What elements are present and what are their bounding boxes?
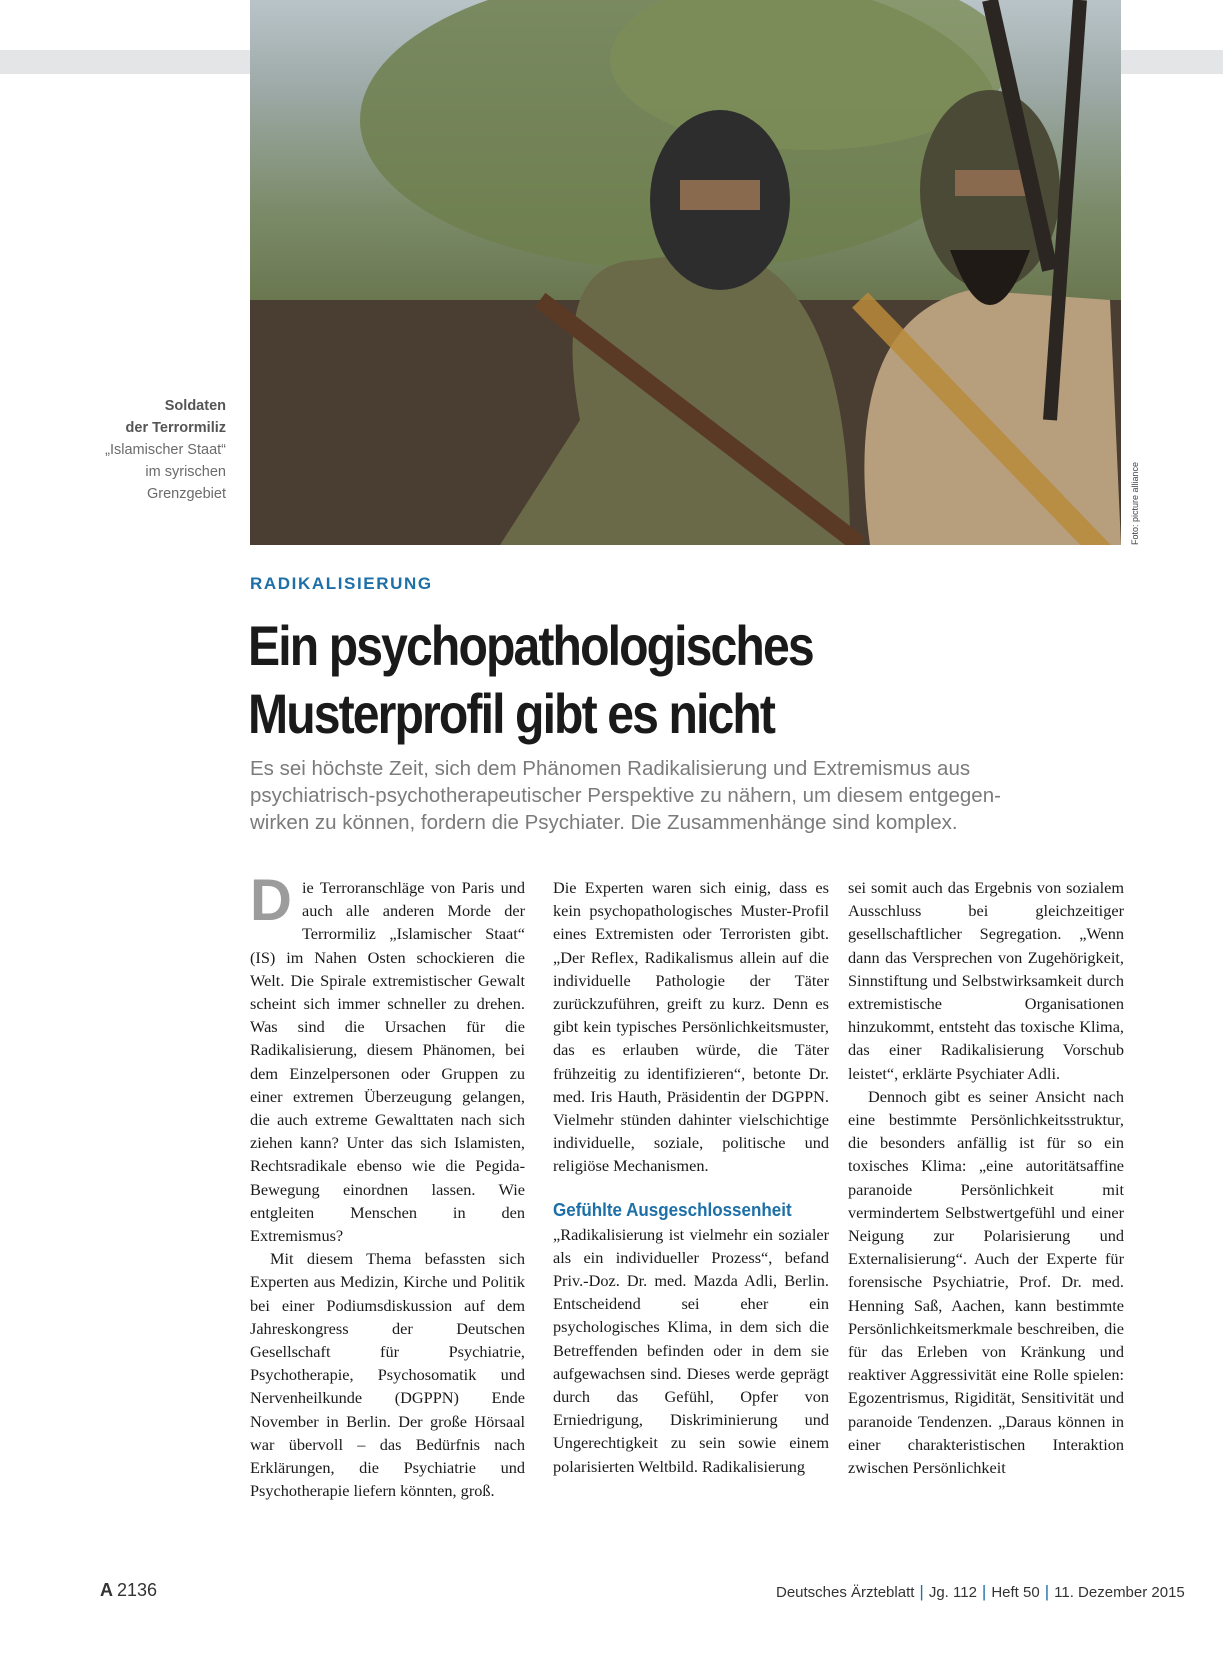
caption-line: „Islamischer Staat“	[105, 442, 226, 458]
lead-line: Es sei höchste Zeit, sich dem Phänomen Radikalisierung und Extremismus aus	[250, 757, 971, 780]
separator: |	[919, 1582, 924, 1601]
photo-caption	[60, 395, 226, 505]
article-lead	[250, 755, 1130, 836]
body-column-2	[553, 876, 829, 1478]
paragraph: „Radikalisierung ist vielmehr ein sozialer als ein individueller Prozess“, befand Priv.-Doz. Dr. med. Mazda Adli, Berlin. Entscheidend sei eher ein psychologisches Klima, in dem sich die Betreffenden befinden oder in dem sie aufgewachsen sind. Dieses werde geprägt durch das Gefühl, Opfer von Erniedrigung, Diskriminierung und Ungerechtigkeit zu sein sowie einem polarisierten Weltbild. Radikalisierung	[553, 1224, 829, 1476]
section-subhead: Gefühlte Ausgeschlossenheit	[553, 1198, 792, 1220]
article-photo	[250, 0, 1121, 545]
publication-name: Deutsches Ärzteblatt	[776, 1584, 915, 1601]
issue: Heft 50	[991, 1584, 1040, 1601]
volume: Jg. 112	[928, 1584, 977, 1601]
paragraph-text: ie Terroranschläge von Paris und auch alle anderen Morde der Terrormiliz „Islamischer Staat“ (IS) im Nahen Osten schockieren die Welt. Die Spirale extremistischer Gewalt scheint sich immer schneller zu drehen. Was sind die Ursachen für die Radikalisierung, diesem Phänomen, bei dem Einzelpersonen oder Gruppen zu einer extremen Überzeugung gelangen, die auch extreme Gewalttaten nach sich ziehen kann? Unter das sich Islamisten, Rechtsradikale ebenso wie die Pegida-Bewegung einordnen lassen. Wie entgleiten Menschen in den Extremismus?	[250, 878, 525, 1246]
caption-line: im syrischen	[145, 464, 226, 480]
photo-credit: Foto: picture alliance	[1130, 461, 1140, 545]
separator: |	[981, 1582, 987, 1601]
caption-line: Grenzgebiet	[147, 486, 226, 502]
paragraph: Die Experten waren sich einig, dass es kein psychopathologisches Muster-Profil eines Extremisten oder Terroristen gibt. „Der Reflex, Radikalismus allein auf die individuelle Pathologie der Täter zurückzuführen, greift zu kurz. Denn es gibt kein typisches Persönlichkeitsmuster, das es erlauben würde, die Täter frühzeitig zu identifizieren“, betonte Dr. med. Iris Hauth, Präsidentin der DGPPN. Vielmehr stünden dahinter vielschichtige individuelle, soziale, politische und religiöse Mechanismen.	[553, 878, 829, 1176]
headline-line: Ein psychopathologisches	[248, 614, 813, 677]
headline-line: Musterprofil gibt es nicht	[248, 682, 775, 745]
top-band-left	[0, 50, 250, 74]
caption-line: Soldaten	[164, 398, 226, 414]
drop-cap: D	[250, 879, 292, 923]
issue-date: 11. Dezember 2015	[1054, 1584, 1185, 1601]
article-headline	[248, 612, 1005, 748]
article-kicker: RADIKALISIERUNG	[250, 574, 433, 593]
lead-line: psychiatrisch-psychotherapeutischer Perspektive zu nähern, um diesem entgegen-	[250, 784, 1001, 807]
folio-prefix: A	[100, 1580, 113, 1600]
paragraph: sei somit auch das Ergebnis von sozialem Ausschluss bei gleichzeitiger gesellschaftlicher Segregation. „Wenn dann das Versprechen von Zugehörigkeit, Sinnstiftung und Selbstwirksamkeit durch extremistische Organisationen hinzukommt, entsteht das toxische Klima, das einer Radikalisierung Vorschub leistet“, erklärte Psychiater Adli.	[848, 878, 1124, 1083]
folio-number: 2136	[117, 1580, 158, 1600]
paragraph	[250, 876, 525, 1247]
caption-line: der Terrormiliz	[125, 420, 226, 436]
publication-info	[776, 1582, 1185, 1602]
paragraph: Mit diesem Thema befassten sich Experten aus Medizin, Kirche und Politik bei einer Podiumsdiskussion auf dem Jahreskongress der Deutschen Gesellschaft für Psychiatrie, Psychotherapie, Psychosomatik und Nervenheilkunde (DGPPN) Ende November in Berlin. Der große Hörsaal war übervoll – das Bedürfnis nach Erklärungen, die Psychiatrie und Psychotherapie liefern könnten, groß.	[250, 1249, 525, 1501]
separator: |	[1044, 1582, 1050, 1601]
page-folio	[100, 1580, 157, 1601]
paragraph: Dennoch gibt es seiner Ansicht nach eine bestimmte Persönlichkeitsstruktur, die besonders anfällig ist für so ein toxisches Klima: „eine autoritätsaffine paranoide Persönlichkeit mit vermindertem Selbstwertgefühl und einer Neigung zur Polarisierung und Externalisierung“. Auch der Experte für forensische Psychiatrie, Prof. Dr. med. Henning Saß, Aachen, kann bestimmte Persönlichkeitsmerkmale beschreiben, die für das Erleben von Kränkung und reaktiver Aggressivität eine Rolle spielen: Egozentrismus, Rigidität, Sensitivität und paranoide Tendenzen. „Daraus können in einer charakteristischen Interaktion zwischen Persönlichkeit	[848, 1086, 1124, 1478]
body-column-1	[250, 876, 525, 1502]
top-band-right	[1121, 50, 1223, 74]
lead-line: wirken zu können, fordern die Psychiater. Die Zusammenhänge sind komplex.	[250, 811, 958, 834]
body-column-3	[848, 876, 1124, 1479]
